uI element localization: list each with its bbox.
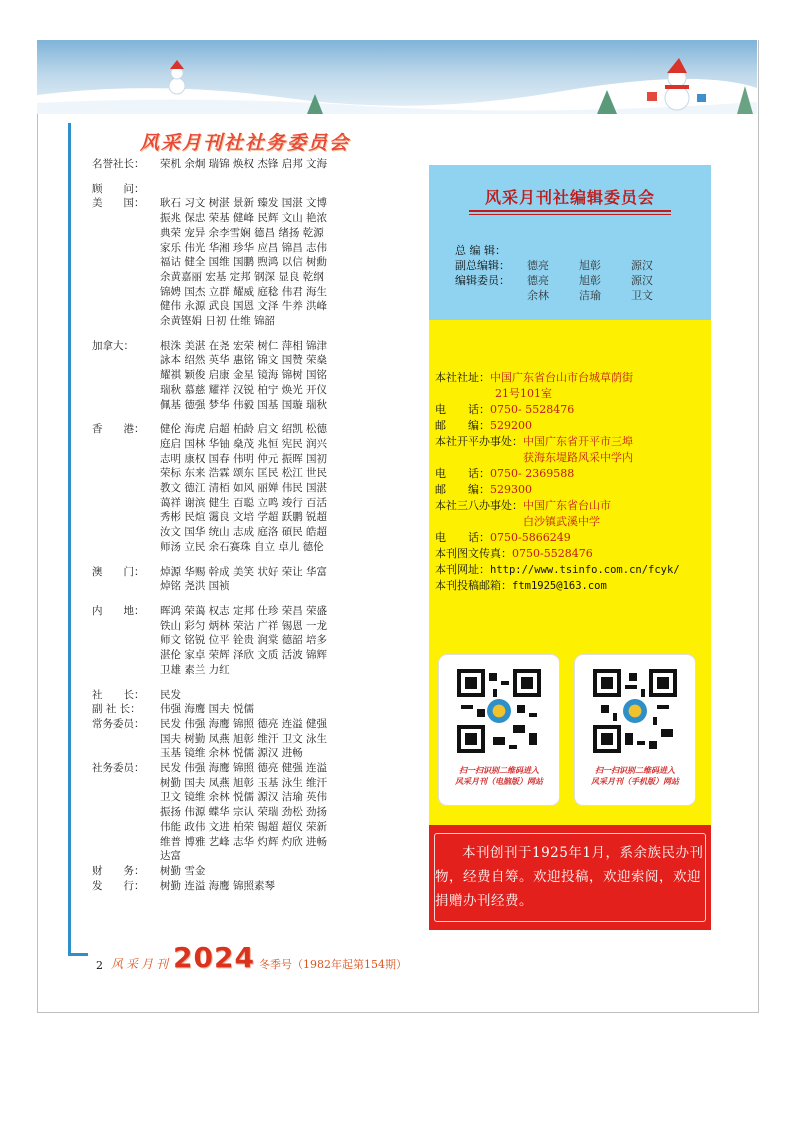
page-number: 2 [96, 959, 103, 972]
roster-spacer [92, 412, 422, 422]
qr-caption: 扫一扫识别二维码进入 风采月刊（手机版）网站 [591, 765, 679, 786]
winter-banner-illustration [37, 40, 757, 114]
committee-name: 德亮 [527, 274, 549, 287]
sanba-office-label: 本社三八办事处： [435, 499, 523, 512]
roster-spacer [92, 555, 422, 565]
website-link[interactable]: http://www.tsinfo.com.cn/fcyk/ [490, 564, 680, 576]
roster-names: 树勤 雪金 [160, 864, 206, 877]
roster-names: 根洙 美湛 在尧 宏荣 树仁 萍相 锦津 詠本 绍然 英华 惠铭 锦文 国赞 荣燊 耀祺 颖俊 启康 金星 镜海 锦树 国铭 瑞秋 慕慈 耀祥 汉锐 柏宁 焕光 开仪 佩基 德强 梦华 伟毅 国基 国璇 瑞秋 [160, 339, 328, 411]
deputy-name: 源汉 [631, 259, 653, 272]
roster-row [92, 879, 422, 894]
contact-info [435, 370, 707, 594]
roster-spacer [92, 172, 422, 182]
roster-row [92, 864, 422, 879]
qr-caption: 扫一扫识别二维码进入 风采月刊（电脑版）网站 [455, 765, 543, 786]
roster-role: 名誉社长： [92, 158, 145, 170]
deputy-editor-label: 副总编辑： [455, 259, 510, 272]
footer-accent-line [68, 953, 88, 956]
roster-row [92, 702, 422, 717]
issue-year: 2024 [173, 941, 255, 974]
notice-text: 本刊创刊于1925年1月，系余族民办刊物，经费自筹。欢迎投稿，欢迎索阅，欢迎捐赠办刊经费。 [435, 845, 704, 909]
roster-names: 焯源 华赐 幹成 美笑 状好 荣让 华富 焯铭 尧洪 国祯 [160, 565, 328, 593]
editorial-list [455, 243, 683, 303]
roster-row [92, 196, 422, 328]
roster-spacer [92, 329, 422, 339]
roster-role: 常务委员： [92, 717, 145, 730]
issue-season: 冬季号（1982年起第154期） [258, 958, 407, 971]
committee-name: 源汉 [631, 274, 653, 287]
qr-code-icon [593, 669, 677, 753]
phone-label: 电 话： [435, 403, 490, 416]
left-accent-line [68, 123, 71, 956]
kaiping-address-line2: 获海东堤路风采中学内 [523, 451, 633, 464]
roster-names: 荣机 余炯 瑞锦 焕权 杰锋 启邦 文海 [160, 158, 328, 170]
roster-names: 民发 伟强 海鹰 锦照 德亮 连溢 健强 国夫 树勤 凤燕 旭彰 维汗 卫文 泳生 玉基 镜维 余林 悦儒 源汉 进畅 [160, 717, 328, 760]
editorial-panel [429, 165, 711, 320]
sanba-phone: 0750-5866249 [490, 531, 571, 544]
roster-role: 财 务： [92, 864, 145, 877]
fax-label: 本刊图文传真： [435, 547, 512, 560]
kaiping-phone: 0750- 2369588 [490, 467, 575, 480]
roster-names: 耿石 习文 树湛 景新 臻发 国湛 文博 振兆 保忠 荣基 健峰 民辉 文山 艳浓 典荣 宠异 余李雪娴 德昌 绪扬 乾源 家乐 伟光 华湘 珍华 应昌 锦昌 志伟 福诂 健全 国维 国鹏 煦鸿 以信 树勳 余黄嘉丽 宏基 定邦 钢深 显良 乾纲 锦娉 国杰 立群 耀威 庭稔 伟君 海生 健伟 永源 武良 国恩 文泽 牛养 洪峰 余黄铿娟 日初 仕维 锦韶 [160, 197, 328, 328]
committee-name: 卫文 [631, 289, 653, 302]
sanba-phone-label: 电 话： [435, 531, 490, 544]
title-underline [469, 210, 671, 212]
kaiping-address: 中国广东省开平市三埠 [523, 435, 633, 448]
roster-row [92, 182, 422, 197]
deputy-name: 德亮 [527, 259, 549, 272]
sanba-address-line2: 白沙镇武溪中学 [523, 515, 600, 528]
kaiping-office-label: 本社开平办事处： [435, 435, 523, 448]
roster-row [92, 688, 422, 703]
roster-spacer [92, 594, 422, 604]
committee-name: 旭彰 [579, 274, 601, 287]
roster-role: 美 国： [92, 197, 145, 210]
qr-code-icon [457, 669, 541, 753]
roster-names: 健伦 海虎 启超 柏龄 启文 绍凯 松德 庭启 国林 华铀 燊茂 兆恒 宪民 润兴 志明 康权 国春 伟明 仲元 振晖 国初 荣标 东来 浩霖 颂东 匡民 松江 世民 教文 德江 清栢 如风 丽婵 伟民 国湛 蔼祥 谢滨 健生 百聪 立鸣 竣行 百活 秀彬 民煊 霭良 文培 学超 跃鹏 锐超 汝文 国华 统山 志成 庭洛 碩民 皓超 师汤 立民 余石赛珠 自立 卓儿 德伦 [160, 423, 328, 553]
roster-spacer [92, 678, 422, 688]
qr-card-mobile[interactable] [575, 655, 695, 805]
website-label: 本刊网址： [435, 563, 490, 576]
title-underline-thin [469, 214, 671, 215]
committee-roster [92, 157, 422, 893]
notice-panel [429, 825, 711, 930]
committee-label: 编辑委员： [455, 274, 510, 287]
roster-names: 民发 [160, 688, 181, 701]
email-link[interactable]: ftm1925@163.com [512, 580, 607, 592]
contact-panel [429, 320, 711, 825]
roster-role: 社务委员： [92, 762, 145, 775]
committee-title: 风采月刊社社务委员会 [140, 132, 351, 154]
roster-role: 香 港： [92, 423, 145, 436]
address-line2: 21号101室 [495, 387, 552, 400]
roster-row [92, 339, 422, 413]
roster-role: 社 长： [92, 688, 145, 701]
page-footer [96, 941, 407, 974]
roster-names: 晖鸿 荣蔼 权志 定邦 仕珍 荣昌 荣盛 铁山 彩匀 炳林 荣沾 广祥 锡恩 一龙 师文 铭锐 位平 铨贵 润棠 德韶 培多 湛伦 家卓 荣辉 泽欣 文质 活波 锦辉 卫雄 素兰 力红 [160, 604, 328, 676]
magazine-name: 风采月刊 [111, 957, 172, 971]
committee-name: 余林 [527, 289, 549, 302]
roster-role: 澳 门： [92, 565, 145, 578]
roster-row [92, 717, 422, 761]
roster-role: 内 地： [92, 604, 145, 617]
kaiping-phone-label: 电 话： [435, 467, 490, 480]
roster-names: 民发 伟强 海鹰 锦照 德亮 健强 连溢 树勤 国夫 凤燕 旭彰 玉基 泳生 维汗 卫文 镜维 余林 悦儒 源汉 洁瑜 英伟 振扬 伟源 蝶华 宗认 荣瑞 劲松 劲扬 伟能 政伟 文进 柏荣 锡超 超仪 荣新 维普 博雅 艺峰 志华 灼辉 灼欣 进畅 达富 [160, 762, 328, 863]
committee-name: 洁瑜 [579, 289, 601, 302]
sanba-address: 中国广东省台山市 [523, 499, 611, 512]
roster-role: 顾 问： [92, 182, 145, 195]
roster-role: 加拿大： [92, 339, 134, 352]
phone: 0750- 5528476 [490, 403, 575, 416]
address-label: 本社社址： [435, 371, 490, 384]
zip: 529200 [490, 419, 532, 432]
roster-role: 发 行： [92, 879, 145, 892]
roster-role: 副 社 长： [92, 703, 141, 716]
roster-names: 伟强 海鹰 国夫 悦儒 [160, 703, 255, 716]
editor-in-chief-label: 总 编 辑： [455, 244, 506, 257]
roster-row [92, 604, 422, 678]
address: 中国广东省台山市台城草荫街 [490, 371, 633, 384]
editorial-title: 风采月刊社编辑委员会 [484, 188, 655, 207]
kaiping-zip-label: 邮 编： [435, 483, 490, 496]
roster-row [92, 761, 422, 864]
qr-card-desktop[interactable] [439, 655, 559, 805]
roster-names: 树勤 连溢 海鹰 锦照素琴 [160, 879, 276, 892]
zip-label: 邮 编： [435, 419, 490, 432]
kaiping-zip: 529300 [490, 483, 532, 496]
roster-row [92, 157, 422, 172]
roster-names [160, 182, 422, 197]
roster-row [92, 422, 422, 554]
roster-row [92, 565, 422, 594]
fax: 0750-5528476 [512, 547, 593, 560]
deputy-name: 旭彰 [579, 259, 601, 272]
email-label: 本刊投稿邮箱： [435, 579, 512, 592]
